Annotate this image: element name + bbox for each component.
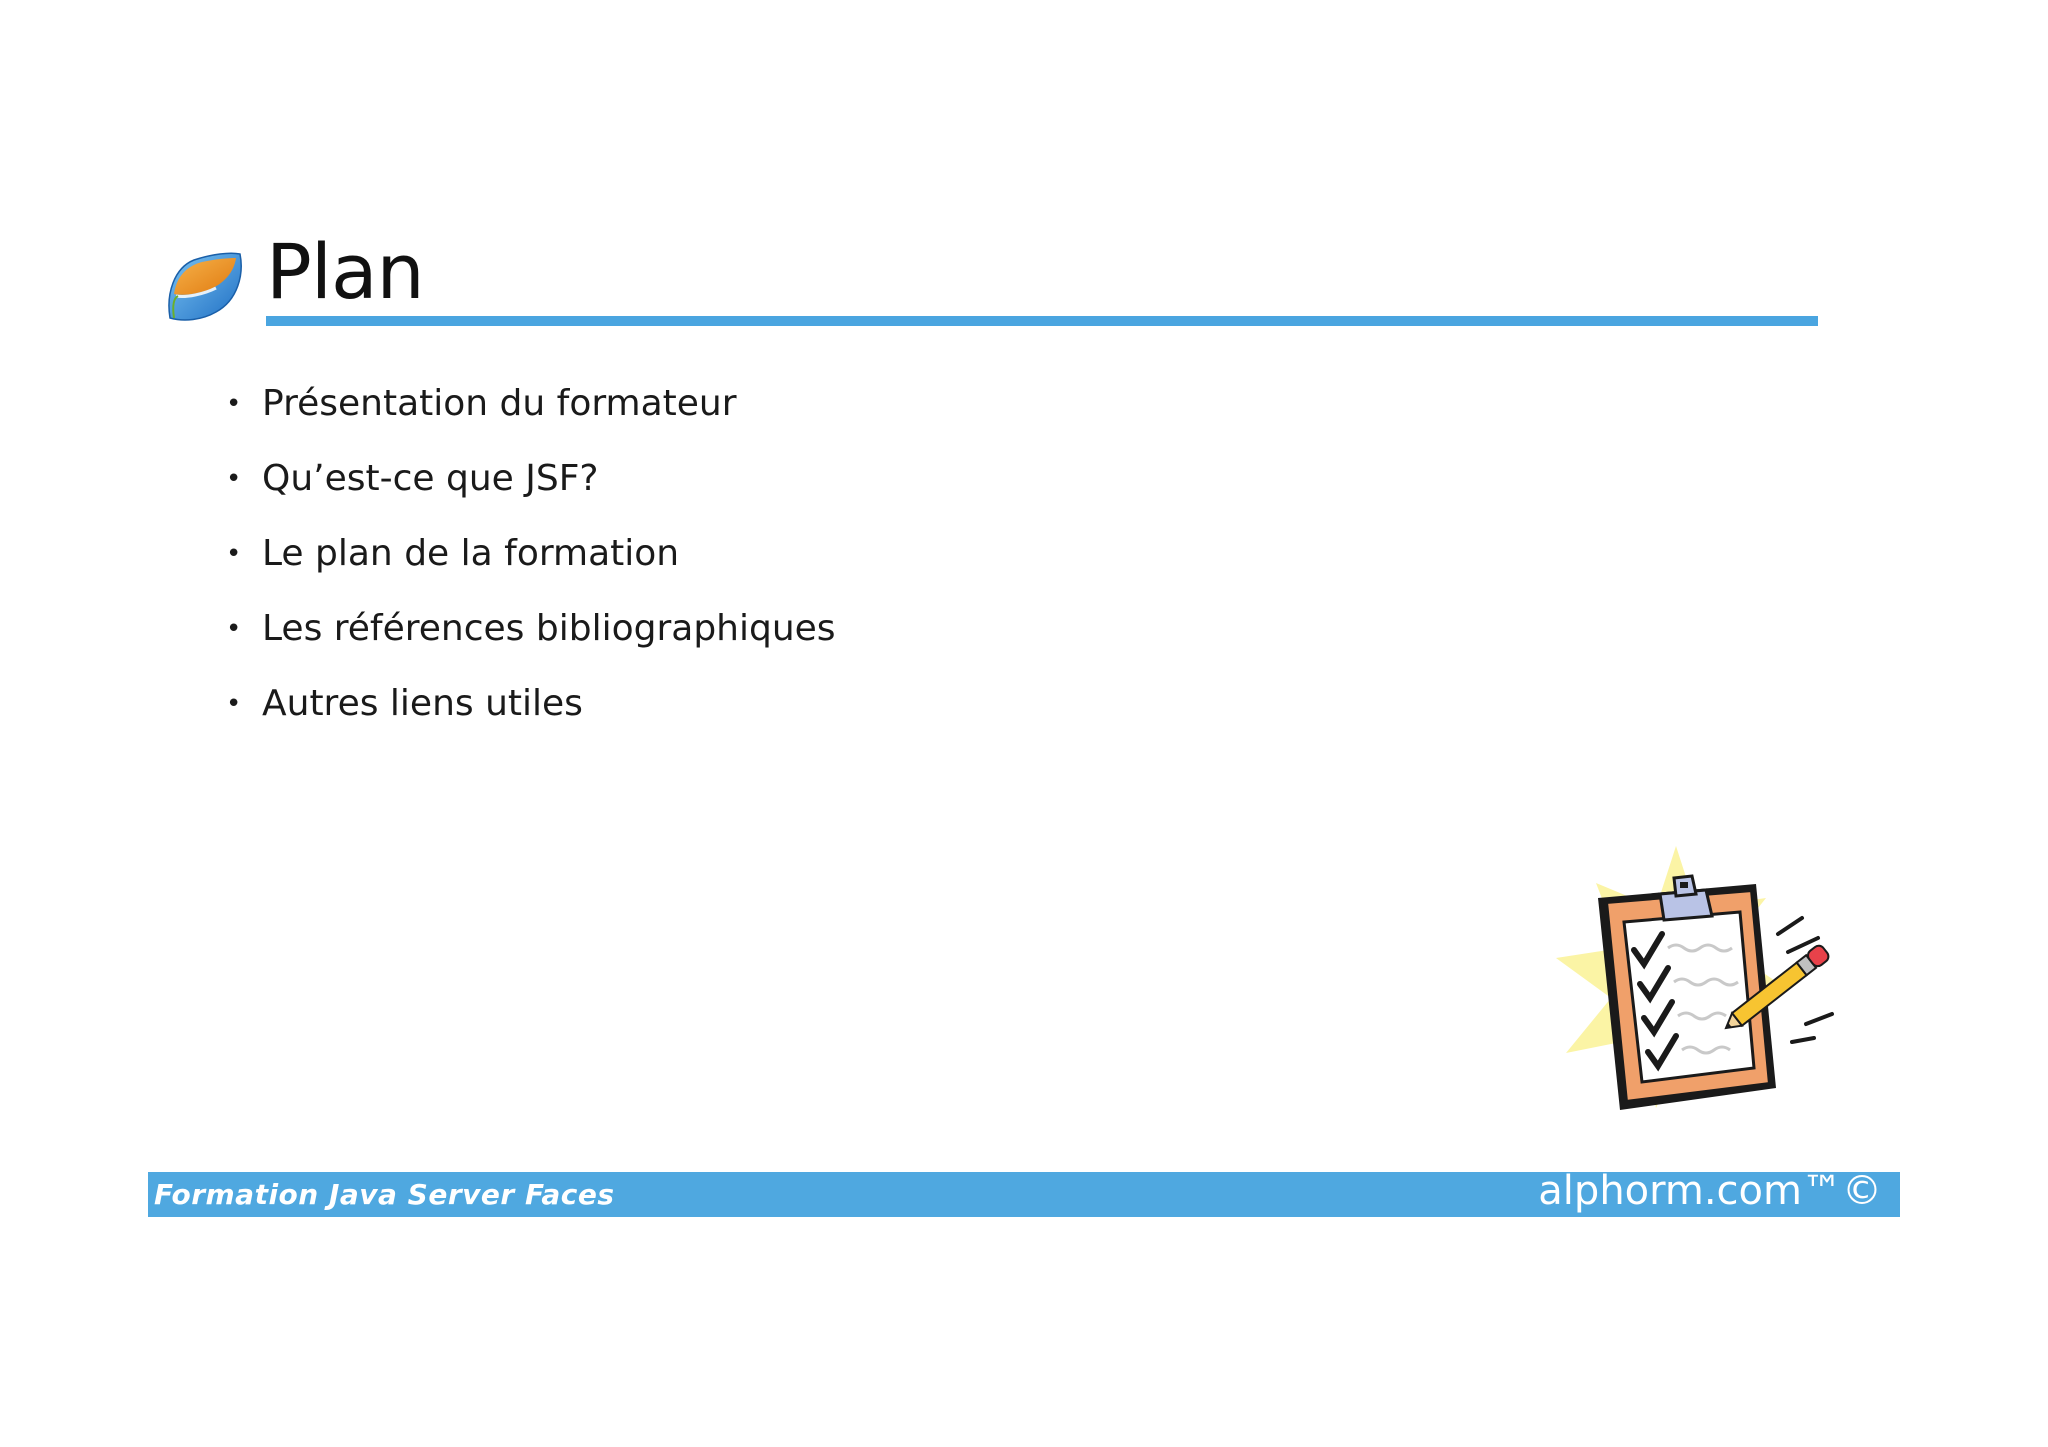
bullet-glyph: • [226, 388, 242, 419]
bullet-text: Le plan de la formation [262, 533, 680, 574]
footer-brand: alphorm.com™© [1538, 1168, 1882, 1214]
bullet-text: Présentation du formateur [262, 383, 737, 424]
list-item [226, 366, 836, 441]
list-item [226, 591, 836, 666]
bullet-text: Les références bibliographiques [262, 608, 836, 649]
bullet-text: Autres liens utiles [262, 683, 583, 724]
list-item [226, 666, 836, 741]
footer-course-title: Formation Java Server Faces [154, 1178, 615, 1211]
bullet-list [226, 366, 836, 741]
bullet-text: Qu’est-ce que JSF? [262, 458, 599, 499]
bullet-glyph: • [226, 538, 242, 569]
bullet-glyph: • [226, 463, 242, 494]
bullet-glyph: • [226, 613, 242, 644]
list-item [226, 516, 836, 591]
title-underline [266, 316, 1818, 326]
slide-title: Plan [266, 227, 424, 316]
clipboard-checklist-pencil-icon [1556, 838, 1886, 1138]
orange-blue-swoosh-icon [164, 244, 244, 322]
list-item [226, 441, 836, 516]
bullet-glyph: • [226, 688, 242, 719]
footer-bar [148, 1168, 1900, 1217]
